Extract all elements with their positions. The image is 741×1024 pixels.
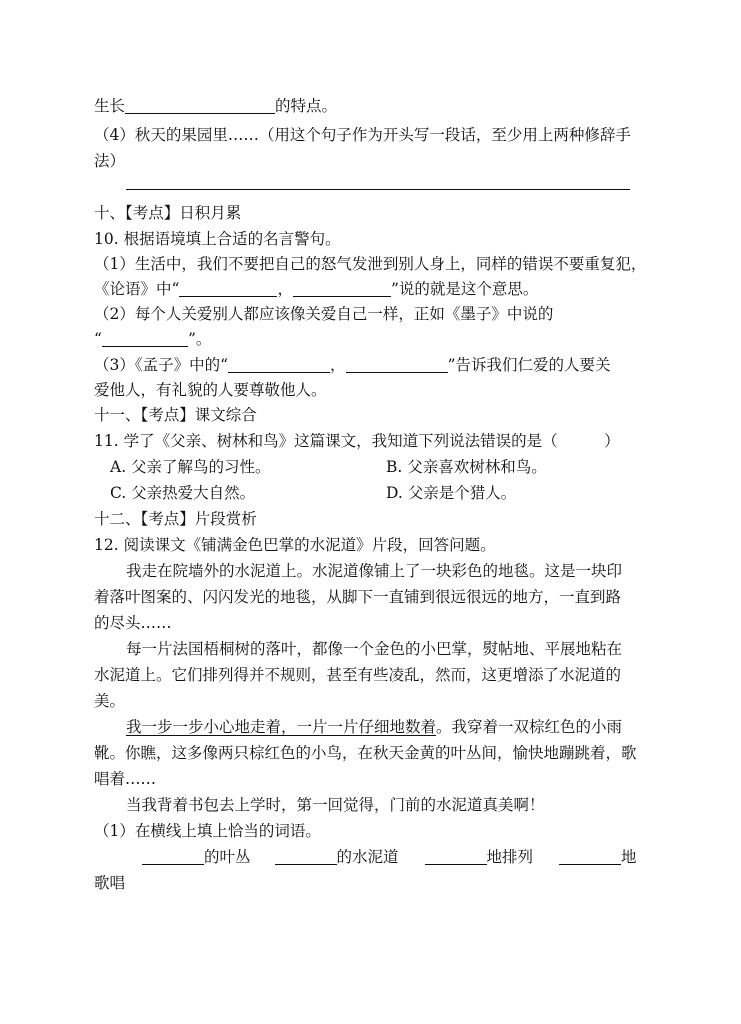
answer-line[interactable] bbox=[126, 189, 630, 190]
underlined-sentence: 我一步一步小心地走着，一片一片仔细地数着 bbox=[126, 718, 437, 736]
q9-item-4: （4）秋天的果园里……（用这个句子作为开头写一段话，至少用上两种修辞手 bbox=[94, 126, 631, 144]
text-segment: 。我穿着一双棕红色的小雨 bbox=[436, 718, 623, 736]
answer-blank[interactable] bbox=[179, 278, 277, 297]
answer-blank[interactable] bbox=[125, 95, 275, 114]
fill-label: 地排列 bbox=[486, 848, 534, 866]
answer-blank[interactable] bbox=[275, 846, 337, 865]
text-segment: （3）《孟子》中的“ bbox=[94, 356, 229, 374]
fill-label: 的叶丛 bbox=[204, 848, 251, 866]
text-segment: ， bbox=[277, 280, 293, 298]
section-10-heading: 十、【考点】日积月累 bbox=[94, 204, 242, 222]
q10-item-1-cont bbox=[94, 276, 538, 302]
option-d[interactable]: D. 父亲是个猎人。 bbox=[386, 484, 517, 502]
answer-blank[interactable] bbox=[228, 354, 330, 373]
passage-p2-line2: 水泥道上。它们排列得并不规则，甚至有些凌乱，然而，这更增添了水泥道的 bbox=[94, 666, 622, 684]
q12-sub-1: （1）在横线上填上恰当的词语。 bbox=[94, 822, 321, 840]
answer-blank[interactable] bbox=[293, 278, 391, 297]
text-segment: “ bbox=[94, 330, 102, 348]
q12-fill-row-cont: 歌唱 bbox=[94, 874, 126, 892]
q9-item-4-cont: 法） bbox=[94, 152, 126, 170]
passage-p3-line3: 唱着…… bbox=[94, 770, 157, 788]
option-c[interactable]: C. 父亲热爱大自然。 bbox=[110, 484, 256, 502]
text-segment: ， bbox=[330, 356, 346, 374]
q10-item-2-cont bbox=[94, 326, 211, 352]
question-11: 11. 学了《父亲、树林和鸟》这篇课文，我知道下列说法错误的是（ ） bbox=[94, 432, 620, 450]
passage-p1-line1: 我走在院墙外的水泥道上。水泥道像铺上了一块彩色的地毯。这是一块印 bbox=[126, 562, 623, 580]
passage-p2-line3: 美。 bbox=[94, 692, 126, 710]
q10-item-1: （1）生活中，我们不要把自己的怒气发泄到别人身上，同样的错误不要重复犯， bbox=[94, 255, 647, 273]
text-segment: 《论语》中“ bbox=[94, 280, 180, 298]
answer-blank[interactable] bbox=[102, 328, 188, 347]
passage-p1-line2: 着落叶图案的、闪闪发光的地毯，从脚下一直铺到很远很远的地方，一直到路 bbox=[94, 588, 622, 606]
answer-blank[interactable] bbox=[559, 846, 621, 865]
q10-item-2: （2）每个人关爱别人都应该像关爱自己一样，正如《墨子》中说的 bbox=[94, 305, 554, 323]
section-12-heading: 十二、【考点】片段赏析 bbox=[94, 510, 257, 528]
text-segment: 的特点。 bbox=[275, 97, 338, 115]
passage-p4-line1: 当我背着书包去上学时，第一回觉得，门前的水泥道真美啊！ bbox=[126, 796, 545, 814]
answer-blank[interactable] bbox=[346, 354, 448, 373]
passage-p1-line3: 的尽头…… bbox=[94, 614, 172, 632]
q10-item-3 bbox=[94, 352, 611, 378]
option-a[interactable]: A. 父亲了解鸟的习性。 bbox=[110, 458, 271, 476]
answer-blank[interactable] bbox=[142, 846, 204, 865]
passage-p2-line1: 每一片法国梧桐树的落叶，都像一个金色的小巴掌，熨帖地、平展地粘在 bbox=[126, 640, 623, 658]
option-b[interactable]: B. 父亲喜欢树林和鸟。 bbox=[386, 458, 547, 476]
q9-line-1 bbox=[94, 93, 337, 119]
fill-label: 地 bbox=[621, 848, 637, 866]
question-12: 12. 阅读课文《铺满金色巴掌的水泥道》片段，回答问题。 bbox=[94, 536, 496, 554]
q10-item-3-cont: 爱他人，有礼貌的人要尊敬他人。 bbox=[94, 381, 327, 399]
q12-fill-row bbox=[142, 844, 637, 870]
text-segment: 生长 bbox=[94, 97, 126, 115]
text-segment: ”告诉我们仁爱的人要关 bbox=[447, 356, 611, 374]
fill-label: 的水泥道 bbox=[336, 848, 399, 866]
section-11-heading: 十一、【考点】课文综合 bbox=[94, 406, 257, 424]
passage-p3-line2: 靴。你瞧，这多像两只棕红色的小鸟，在秋天金黄的叶丛间，愉快地蹦跳着，歌 bbox=[94, 744, 637, 762]
question-10: 10. 根据语境填上合适的名言警句。 bbox=[94, 230, 341, 248]
answer-blank[interactable] bbox=[425, 846, 487, 865]
passage-p3-line1 bbox=[126, 714, 622, 740]
text-segment: ”说的就是这个意思。 bbox=[390, 280, 539, 298]
text-segment: ”。 bbox=[187, 330, 212, 348]
